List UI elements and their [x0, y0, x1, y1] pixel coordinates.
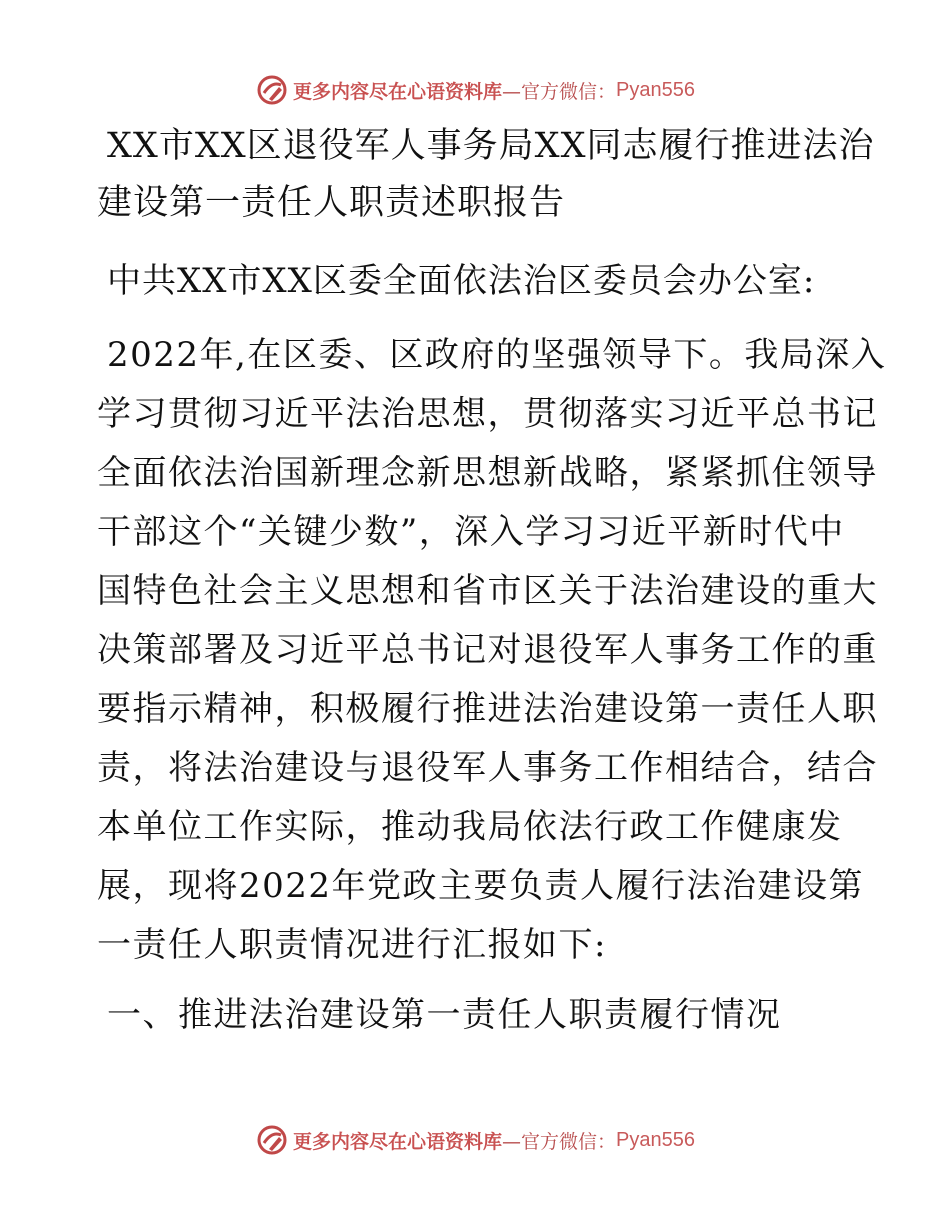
watermark-label-text: —官方微信： [502, 80, 617, 103]
salutation: 中共XX市XX区委全面依法治区委员会办公室: [107, 261, 816, 301]
watermark-wechat-id: Pyan556 [616, 78, 695, 101]
watermark-footer [0, 1120, 950, 1160]
body-line: 干部这个“关键少数”，深入学习习近平新时代中 [97, 512, 845, 552]
body-line: 一责任人职责情况进行汇报如下: [97, 925, 607, 965]
body-line: 本单位工作实际，推动我局依法行政工作健康发 [97, 807, 843, 847]
body-line: 要指示精神，积极履行推进法治建设第一责任人职 [97, 689, 878, 729]
watermark-main-text: 更多内容尽在心语资料库 [293, 1130, 503, 1153]
watermark-header [0, 70, 950, 110]
body-line: 全面依法治国新理念新思想新战略，紧紧抓住领导 [97, 453, 878, 493]
body-paragraph [97, 326, 887, 975]
title-line-1: XX市XX区退役军人事务局XX同志履行推进法治 [107, 126, 875, 166]
brand-logo-icon [255, 1123, 289, 1157]
title-line-2: 建设第一责任人职责述职报告 [97, 183, 566, 223]
watermark-main-text: 更多内容尽在心语资料库 [293, 80, 503, 103]
body-line: 2022年,在区委、区政府的坚强领导下。我局深入 [107, 335, 887, 375]
body-line: 决策部署及习近平总书记对退役军人事务工作的重 [97, 630, 878, 670]
body-line: 责，将法治建设与退役军人事务工作相结合，结合 [97, 748, 878, 788]
report-title [97, 118, 875, 232]
watermark-wechat-id: Pyan556 [616, 1128, 695, 1151]
body-line: 学习贯彻习近平法治思想，贯彻落实习近平总书记 [97, 394, 878, 434]
watermark-label-text: —官方微信： [502, 1130, 617, 1153]
body-line: 展，现将2022年党政主要负责人履行法治建设第 [97, 866, 865, 906]
body-line: 国特色社会主义思想和省市区关于法治建设的重大 [97, 571, 878, 611]
section-heading: 一、推进法治建设第一责任人职责履行情况 [107, 995, 782, 1035]
brand-logo-icon [255, 73, 289, 107]
